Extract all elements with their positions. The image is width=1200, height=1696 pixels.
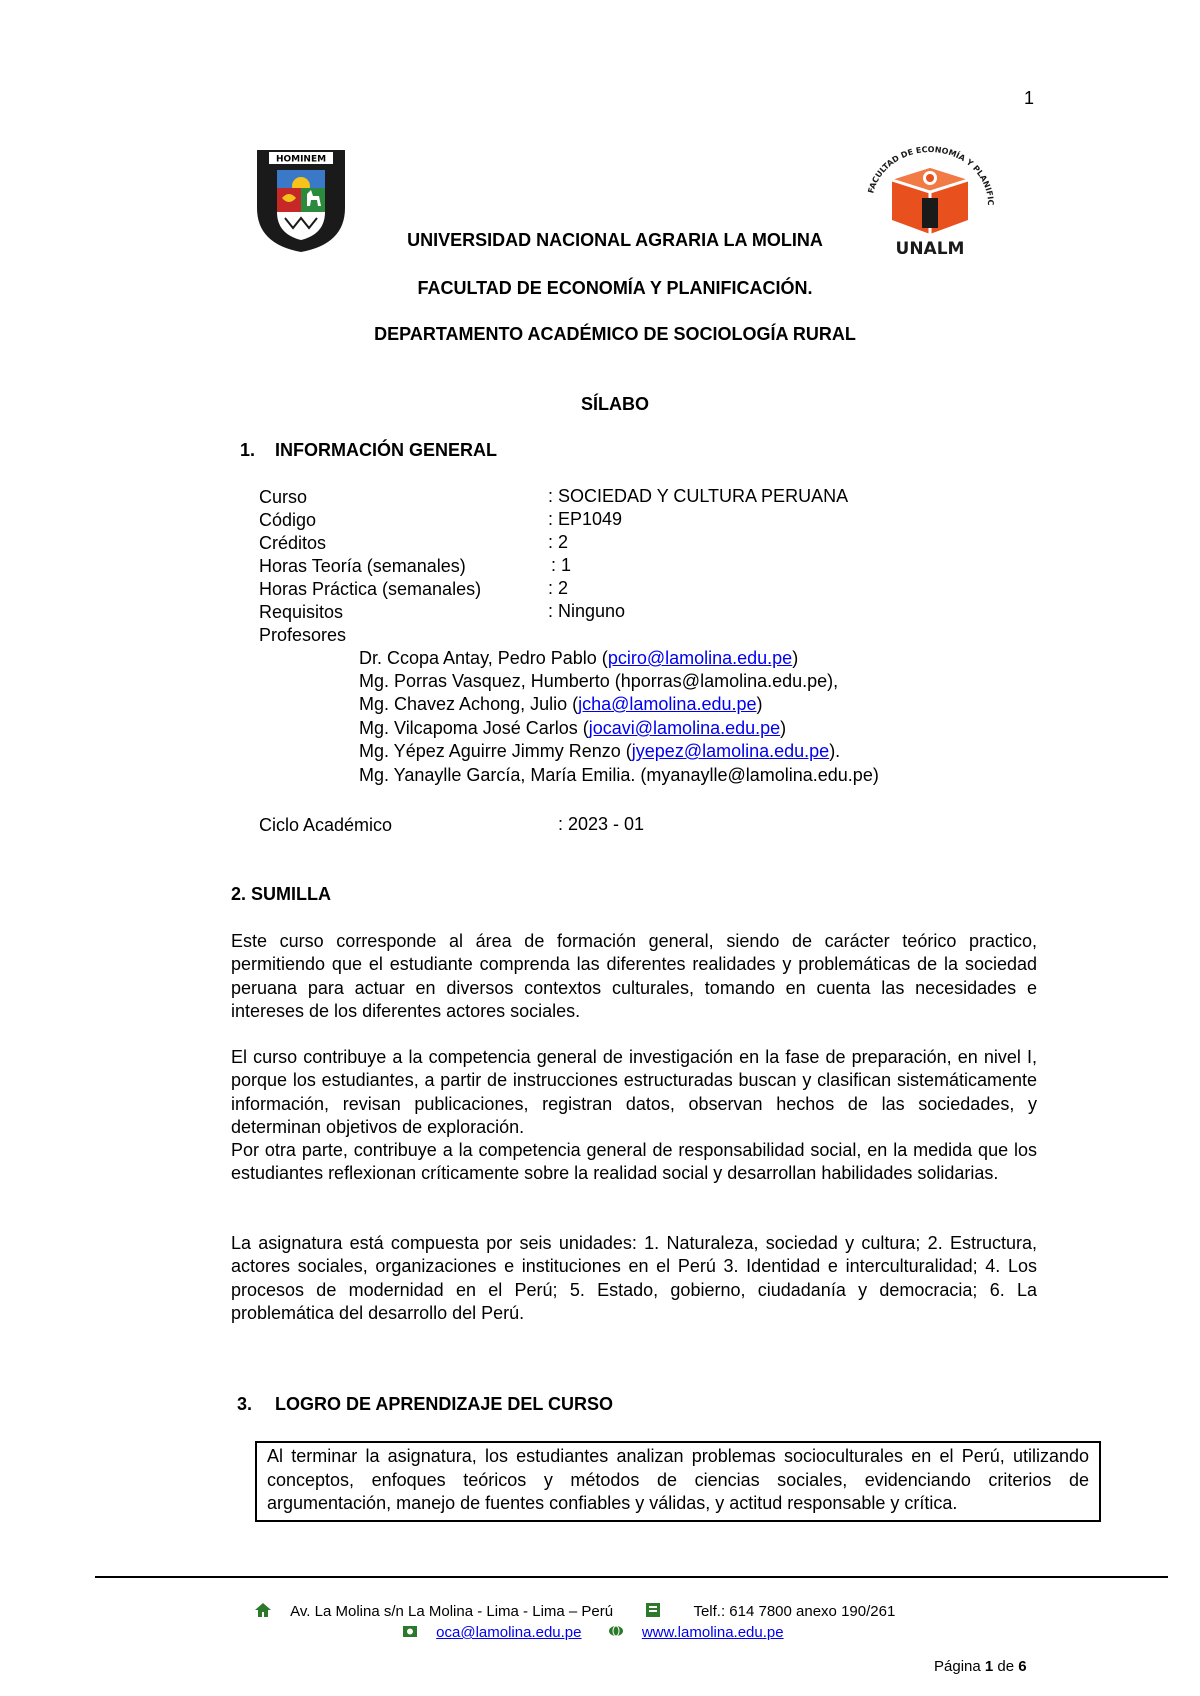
section-2-heading: 2. SUMILLA <box>231 884 332 904</box>
cycle-value: : 2023 - 01 <box>558 814 645 834</box>
info-label-requisitos: Requisitos <box>259 602 344 622</box>
info-label-curso: Curso <box>259 487 308 507</box>
sumilla-paragraph-1: Este curso corresponde al área de formación general, siendo de carácter teórico practico, permitiendo que el estudiante comprenda las diferentes realidades y problemáticas de la sociedad peruana para actuar en diversos contextos culturales, tomando en cuenta las necesidades e intereses de los diferentes actores sociales. <box>231 931 1037 1021</box>
professor-item: Dr. Ccopa Antay, Pedro Pablo (pciro@lamolina.edu.pe) <box>359 648 799 668</box>
info-value-horas-teoria: : 1 <box>551 555 572 575</box>
info-value-creditos: : 2 <box>548 532 569 552</box>
footer-phone: Telf.: 614 7800 anexo 190/261 <box>693 1602 896 1620</box>
sumilla-paragraph-3: Por otra parte, contribuye a la competencia general de responsabilidad social, en la medida que los estudiantes reflexionan críticamente sobre la realidad social y desarrollan habilidades solidarias. <box>231 1140 1037 1184</box>
crest-motto-text: HOMINEM <box>275 154 327 165</box>
footer-contact-line <box>402 1624 784 1642</box>
phone-book-icon <box>645 1602 661 1622</box>
cycle-label: Ciclo Académico <box>259 815 393 835</box>
professor-item: Mg. Porras Vasquez, Humberto (hporras@lamolina.edu.pe), <box>359 671 839 691</box>
info-value-curso: : SOCIEDAD Y CULTURA PERUANA <box>548 486 849 506</box>
learning-outcome-box: Al terminar la asignatura, los estudiantes analizan problemas socioculturales en el Perú, utilizando conceptos, enfoques teóricos y métodos de ciencias sociales, evidenciando criterios de argumentación, manejo de fuentes confiables y válidas, y actitud responsable y crítica. <box>255 1441 1101 1522</box>
faculty-logo-arc-text: FACULTAD DE ECONOMÍA Y PLANIFIC <box>866 144 996 206</box>
globe-icon <box>608 1624 624 1642</box>
footer-address-line <box>254 1602 895 1622</box>
section-3-heading: LOGRO DE APRENDIZAJE DEL CURSO <box>275 1394 614 1414</box>
info-value-horas-practica: : 2 <box>548 578 569 598</box>
footer-website-link[interactable]: www.lamolina.edu.pe <box>641 1624 784 1641</box>
mail-icon <box>402 1624 418 1642</box>
professor-item: Mg. Chavez Achong, Julio (jcha@lamolina.edu.pe) <box>359 694 763 714</box>
section-1-heading: INFORMACIÓN GENERAL <box>275 440 497 460</box>
document-title: SÍLABO <box>580 394 649 414</box>
footer-email-link[interactable]: oca@lamolina.edu.pe <box>436 1624 582 1641</box>
faculty-logo-name: UNALM <box>895 239 965 259</box>
section-1-number: 1. <box>240 440 256 460</box>
sumilla-paragraph-4: La asignatura está compuesta por seis unidades: 1. Naturaleza, sociedad y cultura; 2. Estructura, actores sociales, organizaciones e instituciones en el Perú 3. Identidad e interculturalidad; 4. Los procesos de modernidad en el Perú; 5. Estado, gobierno, ciudadanía y democracia; 6. La problemática del desarrollo del Perú. <box>231 1233 1037 1323</box>
info-label-horas-teoria: Horas Teoría (semanales) <box>259 556 466 576</box>
page-number: 1 <box>1024 88 1035 108</box>
info-value-codigo: : EP1049 <box>548 509 623 529</box>
footer-address: Av. La Molina s/n La Molina - Lima - Lima – Perú <box>290 1602 614 1620</box>
professor-email-link[interactable]: jyepez@lamolina.edu.pe <box>631 741 830 761</box>
section-3-number: 3. <box>237 1394 253 1414</box>
professor-email-link[interactable]: pciro@lamolina.edu.pe <box>607 648 793 668</box>
professors-label: Profesores <box>259 625 347 645</box>
university-title: UNIVERSIDAD NACIONAL AGRARIA LA MOLINA <box>407 230 823 250</box>
footer-page-count: Página 1 de 6 <box>934 1658 1027 1675</box>
department-title: DEPARTAMENTO ACADÉMICO DE SOCIOLOGÍA RURAL <box>374 324 856 344</box>
footer-divider <box>95 1576 1168 1578</box>
info-label-codigo: Código <box>259 510 317 530</box>
professor-item: Mg. Yanaylle García, María Emilia. (myanaylle@lamolina.edu.pe) <box>359 765 879 785</box>
professor-email-link[interactable]: jcha@lamolina.edu.pe <box>578 694 757 714</box>
info-label-creditos: Créditos <box>259 533 327 553</box>
professor-item: Mg. Vilcapoma José Carlos (jocavi@lamolina.edu.pe) <box>359 718 787 738</box>
home-icon <box>254 1602 272 1622</box>
professor-email-link[interactable]: jocavi@lamolina.edu.pe <box>588 718 781 738</box>
sumilla-paragraph-2: El curso contribuye a la competencia general de investigación en la fase de preparación, en nivel I, porque los estudiantes, a partir de instrucciones estructuradas buscan y clasifican sistemáticamente información, revisan publicaciones, registran datos, observan hechos de las sociedades, y determinan objetivos de exploración. <box>231 1047 1037 1137</box>
faculty-title: FACULTAD DE ECONOMÍA Y PLANIFICACIÓN. <box>417 278 813 298</box>
info-label-horas-practica: Horas Práctica (semanales) <box>259 579 482 599</box>
info-value-requisitos: : Ninguno <box>548 601 626 621</box>
professor-item: Mg. Yépez Aguirre Jimmy Renzo (jyepez@lamolina.edu.pe). <box>359 741 841 761</box>
